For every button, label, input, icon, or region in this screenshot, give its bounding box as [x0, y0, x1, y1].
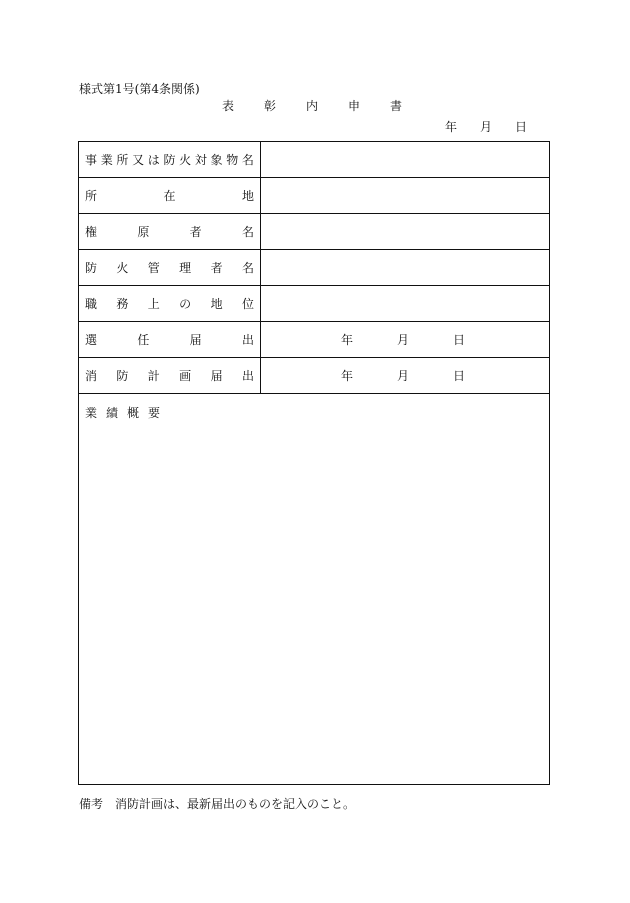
row-label	[79, 142, 261, 177]
label-char: 選	[85, 333, 98, 347]
date-month: 月	[396, 333, 409, 347]
label-char: 届	[210, 369, 223, 383]
label-char: 務	[116, 297, 129, 311]
label-char: 管	[147, 261, 160, 275]
fire-manager-name-field[interactable]	[261, 250, 549, 285]
label-char: 原	[137, 225, 150, 239]
label-char: 権	[85, 225, 98, 239]
date-month: 月	[396, 369, 409, 383]
title-char: 内	[305, 99, 318, 113]
label-char: 象	[210, 153, 223, 167]
label-char: は	[147, 153, 160, 167]
date-day: 日	[514, 120, 527, 134]
label-char: 所	[116, 153, 129, 167]
label-char: 出	[241, 369, 254, 383]
label-char: 地	[210, 297, 223, 311]
establishment-name-field[interactable]	[261, 142, 549, 177]
label-char: 業	[100, 153, 113, 167]
label-char: 又	[132, 153, 145, 167]
row-fire-plan-notice	[79, 358, 549, 394]
row-address	[79, 178, 549, 214]
label-char: の	[179, 297, 192, 311]
label-char: 防	[163, 153, 176, 167]
label-char: 績	[106, 406, 119, 420]
date-year: 年	[341, 333, 354, 347]
remarks-heading: 備考	[79, 797, 104, 811]
date-year: 年	[445, 120, 458, 134]
appointment-date-field[interactable]	[261, 322, 549, 357]
label-char: 届	[189, 333, 202, 347]
job-position-field[interactable]	[261, 286, 549, 321]
label-char: 名	[241, 261, 254, 275]
remarks-text: 消防計画は、最新届出のものを記入のこと。	[115, 797, 356, 811]
label-char: 計	[147, 369, 160, 383]
remarks-note	[79, 795, 355, 812]
row-owner-name	[79, 214, 549, 250]
address-field[interactable]	[261, 178, 549, 213]
label-char: 火	[179, 153, 192, 167]
date-day: 日	[452, 333, 465, 347]
label-char: 火	[116, 261, 129, 275]
row-label	[79, 250, 261, 285]
owner-name-field[interactable]	[261, 214, 549, 249]
label-char: 物	[226, 153, 239, 167]
label-char: 消	[85, 369, 98, 383]
row-label	[79, 286, 261, 321]
application-form-table	[78, 141, 550, 785]
label-char: 名	[241, 225, 254, 239]
label-char: 出	[241, 333, 254, 347]
row-label	[79, 358, 261, 393]
title-char: 彰	[263, 99, 276, 113]
title-char: 書	[389, 99, 402, 113]
row-label	[79, 322, 261, 357]
document-title	[222, 97, 402, 114]
label-char: 概	[127, 406, 140, 420]
date-year: 年	[341, 369, 354, 383]
submission-date	[445, 118, 527, 135]
label-char: 地	[241, 189, 254, 203]
label-char: 業	[85, 406, 98, 420]
title-char: 表	[222, 99, 235, 113]
label-char: 任	[137, 333, 150, 347]
label-char: 要	[148, 406, 161, 420]
fire-plan-date-field[interactable]	[261, 358, 549, 393]
label-char: 在	[163, 189, 176, 203]
date-day: 日	[452, 369, 465, 383]
row-establishment-name	[79, 142, 549, 178]
achievement-summary-label	[85, 404, 160, 421]
label-char: 防	[116, 369, 129, 383]
label-char: 所	[85, 189, 98, 203]
label-char: 職	[85, 297, 98, 311]
label-char: 画	[179, 369, 192, 383]
label-char: 防	[85, 261, 98, 275]
form-number: 様式第1号(第4条関係)	[79, 82, 200, 96]
row-label	[79, 214, 261, 249]
label-char: 名	[241, 153, 254, 167]
date-month: 月	[479, 120, 492, 134]
label-char: 事	[85, 153, 98, 167]
label-char: 理	[179, 261, 192, 275]
row-job-position	[79, 286, 549, 322]
label-char: 位	[241, 297, 254, 311]
row-label	[79, 178, 261, 213]
title-char: 申	[347, 99, 360, 113]
row-fire-manager-name	[79, 250, 549, 286]
label-char: 者	[189, 225, 202, 239]
label-char: 上	[147, 297, 160, 311]
label-char: 対	[194, 153, 207, 167]
row-appointment-notice	[79, 322, 549, 358]
label-char: 者	[210, 261, 223, 275]
